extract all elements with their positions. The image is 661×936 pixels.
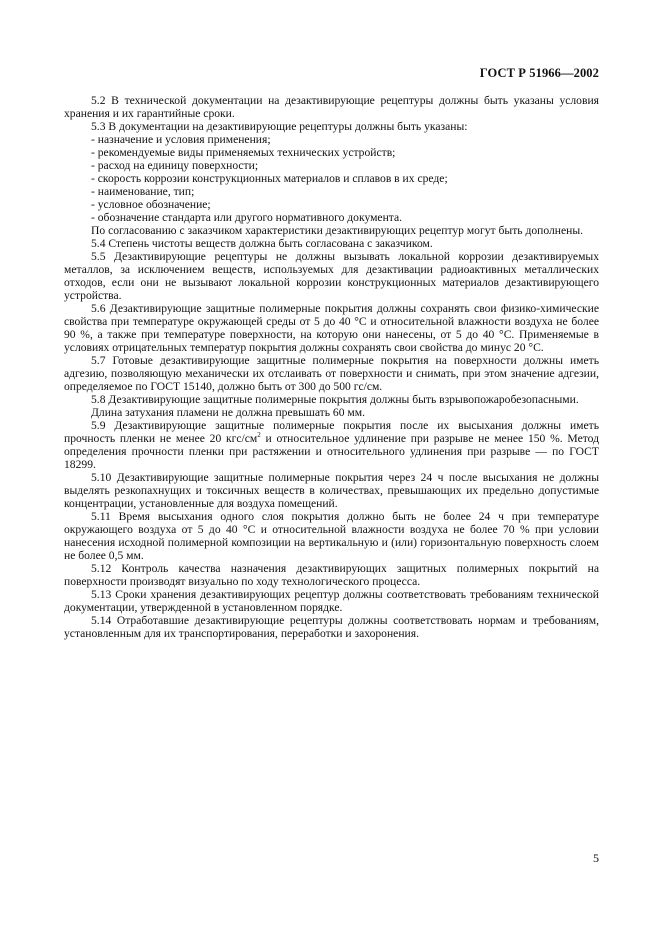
superscript-2: 2 [257, 431, 261, 440]
paragraph-5-14: 5.14 Отработавшие дезактивирующие рецептуры должны соответствовать нормам и требованиям, установленным для их транспортирования, переработки и захоронения. [64, 614, 599, 640]
paragraph-5-11: 5.11 Время высыхания одного слоя покрытия должно быть не более 24 ч при температуре окружающего воздуха от 5 до 40 °С и относительной влажности воздуха не более 70 % при условии нанесения исходной полимерной композиции на вертикальную и (или) горизонтальную поверхность слоем не более 0,5 мм. [64, 510, 599, 562]
paragraph-5-9-part-1: 5.9 Дезактивирующие защитные полимерные покрытия после их высыхания должны иметь прочность пленки не менее 20 кгс/см [64, 419, 599, 445]
list-item: - рекомендуемые виды применяемых технических устройств; [91, 146, 396, 159]
list-item: - расход на единицу поверхности; [91, 159, 259, 172]
paragraph-5-6: 5.6 Дезактивирующие защитные полимерные покрытия должны сохранять свои физико-химические свойства при температуре окружающей среды от 5 до 40 °С и относительной влажности воздуха не более 90 %, а также при температуре поверхности, на которую они нанесены, от 5 до 40 °С. Применяемые в условиях отрицательных температур покрытия должны сохранять свои свойства до минус 20 °С. [64, 302, 599, 354]
list-item: - скорость коррозии конструкционных материалов и сплавов в их среде; [91, 172, 448, 185]
list-item: - условное обозначение; [91, 198, 211, 211]
list-item: - наименование, тип; [91, 185, 195, 198]
paragraph-flame-length: Длина затухания пламени не должна превышать 60 мм. [91, 406, 365, 419]
paragraph-5-13: 5.13 Сроки хранения дезактивирующих рецептур должны соответствовать требованиям технической документации, утвержденной в установленном порядке. [64, 588, 599, 614]
document-body [64, 94, 599, 640]
standard-header: ГОСТ Р 51966—2002 [479, 66, 599, 80]
paragraph-5-5: 5.5 Дезактивирующие рецептуры не должны вызывать локальной коррозии дезактивируемых металлов, за исключением веществ, используемых для дезактивации радиоактивных металлических отходов, если они не вызывают локальной коррозии конструкционных материалов дезактивирующего устройства. [64, 250, 599, 302]
paragraph-agreement: По согласованию с заказчиком характеристики дезактивирующих рецептур могут быть дополнены. [91, 224, 584, 237]
paragraph-5-12: 5.12 Контроль качества назначения дезактивирующих защитных полимерных покрытий на поверхности производят визуально по ходу технологического процесса. [64, 562, 599, 588]
paragraph-5-8: 5.8 Дезактивирующие защитные полимерные покрытия должны быть взрывопожаробезопасными. [91, 393, 579, 406]
list-item: - назначение и условия применения; [91, 133, 271, 146]
paragraph-5-7: 5.7 Готовые дезактивирующие защитные полимерные покрытия на поверхности должны иметь адгезию, позволяющую механически их отслаивать от поверхности и снимать, при этом значение адгезии, определяемое по ГОСТ 15140, должно быть от 300 до 500 гс/см. [64, 354, 599, 393]
paragraph-5-2: 5.2 В технической документации на дезактивирующие рецептуры должны быть указаны условия хранения и их гарантийные сроки. [64, 94, 599, 120]
paragraph-5-9-part-2: и относительное удлинение при разрыве не менее 150 %. Метод определения прочности пленки при растяжении и относительного удлинения при разрыве — по ГОСТ 18299. [64, 432, 599, 471]
paragraph-5-3: 5.3 В документации на дезактивирующие рецептуры должны быть указаны: [91, 120, 468, 133]
list-item: - обозначение стандарта или другого нормативного документа. [91, 211, 403, 224]
paragraph-5-4: 5.4 Степень чистоты веществ должна быть согласована с заказчиком. [91, 237, 433, 250]
paragraph-5-10: 5.10 Дезактивирующие защитные полимерные покрытия через 24 ч после высыхания не должны выделять резкопахнущих и токсичных веществ в количествах, превышающих их предельно допустимые концентрации, установленные для воздуха помещений. [64, 471, 599, 510]
paragraph-5-9 [64, 419, 599, 471]
page-number: 5 [593, 851, 599, 865]
